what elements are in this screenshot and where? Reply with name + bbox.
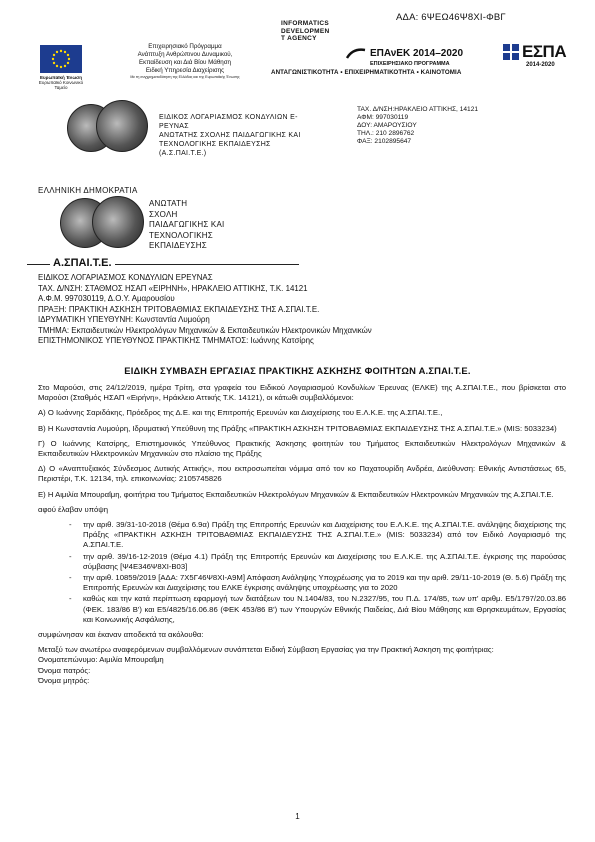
header-line: ΕΙΔΙΚΟΣ ΛΟΓΑΡΙΑΣΜΟΣ ΚΟΝΔΥΛΙΩΝ ΕΡΕΥΝΑΣ (38, 273, 213, 282)
epanek-mark-icon (345, 46, 367, 60)
contact-line: ΔΟΥ: ΑΜΑΡΟΥΣΙΟΥ (357, 122, 417, 129)
aspaite-title: Α.ΣΠΑΙ.Τ.Ε. (50, 257, 115, 269)
prog-line3: Εκπαίδευση και Διά Βίου Μάθηση (139, 59, 231, 66)
header-line: ΙΔΡΥΜΑΤΙΚΗ ΥΠΕΥΘΥΝΗ: Κωνσταντία Λυμούρη (38, 315, 210, 324)
account-line: ΕΙΔΙΚΟΣ ΛΟΓΑΡΙΑΣΜΟΣ ΚΟΝΔΥΛΙΩΝ Ε- (159, 114, 298, 121)
eu-flag-icon (40, 45, 82, 73)
contact-line: ΑΦΜ: 997030119 (357, 114, 409, 121)
account-line: ΡΕΥΝΑΣ (159, 123, 189, 130)
list-item: - την αριθ. 39/16-12-2019 (Θέμα 4.1) Πράξη της Επιτροπής Ερευνών και Διαχείρισης του Ε.Λ.Κ.Ε. της Α.ΣΠΑΙ.Τ.Ε. έγκρισης της παρούσας σύμβασης [Ψ4Ε346Ψ8ΧΙ-Β03] (83, 552, 566, 572)
header-line: ΤΑΧ. Δ/ΝΣΗ: ΣΤΑΘΜΟΣ ΗΣΑΠ «ΕΙΡΗΝΗ», ΗΡΑΚΛΕΙΟ ΑΤΤΙΚΗΣ, Τ.Κ. 14121 (38, 283, 308, 293)
it-agency-logo (281, 20, 341, 43)
student-name-line: Ονοματεπώνυμο: Αιμιλία Μπουραΐμη (38, 655, 164, 665)
header-line: ΕΠΙΣΤΗΜΟΝΙΚΟΣ ΥΠΕΥΘΥΝΟΣ ΠΡΑΚΤΙΚΗΣ ΤΜΗΜΑΤΟΣ: Ιωάννης Κατσίρης (38, 336, 314, 345)
espa-title: ΕΣΠΑ (522, 42, 567, 61)
header-line: ΤΜΗΜΑ: Εκπαιδευτικών Ηλεκτρολόγων Μηχανικών & Εκπαιδευτικών Ηλεκτρονικών Μηχανικών (38, 325, 372, 335)
party-c: Γ) Ο Ιωάννης Κατσίρης, Επιστημονικός Υπεύθυνος Πρακτικής Άσκησης φοιτητών του Τμήματος Εκπαιδευτικών Ηλεκτρολόγων Μηχανικών & Εκπαιδευτικών Ηλεκτρονικών Μηχανικών στο πλαίσιο της Πράξης (38, 438, 566, 459)
espa-flag-icon (503, 44, 519, 65)
mother-name-line: Όνομα μητρός: (38, 675, 90, 685)
aspaite-name-line: ΠΑΙΔΑΓΩΓΙΚΗΣ ΚΑΙ (149, 220, 225, 229)
it-line3: T AGENCY (281, 35, 317, 42)
it-line2: DEVELOPMEN (281, 27, 330, 35)
party-a: Α) Ο Ιωάννης Σαριδάκης, Πρόεδρος της Δ.Ε. και της Επιτροπής Ερευνών και Διαχείρισης του Ε.Λ.Κ.Ε. της Α.ΣΠΑΙ.Τ.Ε., (38, 408, 443, 418)
party-d: Δ) Ο «Αναπτυξιακός Σύνδεσμος Δυτικής Αττικής», που εκπροσωπείται νόμιμα από τον κο Παχατουρίδη Ανδρέα, Διεύθυνση: Εθνικής Αντιστάσεως 65, Περιστέρι, Τ.Κ. 12134, τηλ. επικοινωνίας: 2105745826 (38, 464, 566, 484)
it-line1: INFORMATICS (281, 20, 329, 27)
espa-years: 2014-2020 (526, 62, 555, 68)
header-line: ΠΡΑΞΗ: ΠΡΑΚΤΙΚΗ ΑΣΚΗΣΗ ΤΡΙΤΟΒΑΘΜΙΑΣ ΕΚΠΑΙΔΕΥΣΗΣ ΤΗΣ Α.ΣΠΑΙ.Τ.Ε. (38, 304, 320, 314)
aspaite-name-line: ΤΕΧΝΟΛΟΓΙΚΗΣ (149, 230, 213, 240)
aspaite-name-block (149, 199, 259, 252)
list-item: - την αριθ. 10859/2019 [ΑΔΑ: 7Χ5Γ46Ψ8ΧΙ-Α9Μ] Απόφαση Ανάληψης Υποχρέωσης για το 2019 και την αριθ. 29/11-10-2019 (Θ. 5.6) Πράξη της Επιτροπής Ερευνών και Διαχείρισης του ΕΛΚΕ έγκρισης ανάληψης υποχρέωσης για το 2020 (83, 573, 566, 593)
considerations-list (38, 520, 566, 625)
aspaite-seal-right (96, 100, 148, 152)
eu-caption (36, 75, 86, 90)
party-b: Β) Η Κωνσταντία Λυμούρη, Ιδρυματική Υπεύθυνη της Πράξης «ΠΡΑΚΤΙΚΗ ΑΣΚΗΣΗ ΤΡΙΤΟΒΑΘΜΙΑΣ ΕΚΠΑΙΔΕΥΣΗΣ ΤΗΣ Α.ΣΠΑΙ.Τ.Ε.» (MIS: 5033234) (38, 423, 557, 433)
header-info (38, 273, 558, 347)
contact-line: ΤΑΧ. Δ/ΝΣΗ:ΗΡΑΚΛΕΙΟ ΑΤΤΙΚΗΣ, 14121 (357, 106, 479, 113)
eu-caption-line2: Ευρωπαϊκό Κοινωνικό Ταμείο (38, 80, 84, 90)
prog-line4: Ειδική Υπηρεσία Διαχείρισης (145, 67, 225, 74)
contact-line: ΦΑΞ: 2102895647 (357, 138, 412, 145)
between-paragraph: Μεταξύ των ανωτέρω αναφερόμενων συμβαλλόμενων συνάπτεται Ειδική Σύμβαση Εργασίας για την Πρακτική Άσκηση της φοιτήτριας: (38, 645, 494, 655)
prog-line2: Ανάπτυξη Ανθρώπινου Δυναμικού, (137, 51, 233, 58)
account-line: ΑΝΩΤΑΤΗΣ ΣΧΟΛΗΣ ΠΑΙΔΑΓΩΓΙΚΗΣ ΚΑΙ (159, 132, 301, 139)
list-item: - καθώς και την κατά περίπτωση εφαρμογή των διατάξεων του Ν.1404/83, του Ν.2327/95, του Π.Δ. 174/85, των υπ' αριθμ. Ε5/1797/20.03.86 (ΦΕΚ. 183/86 Β') και Ε5/4825/16.06.86 (ΦΕΚ 453/86 Β') των Υπουργών Εθνικής Παιδείας, Διά Βίου Μάθησης και Θρησκευμάτων, Εργασίας και Κοινωνικής Ασφάλισης, (83, 594, 566, 625)
having-considered: αφού έλαβαν υπόψη (38, 504, 109, 514)
eu-caption-line1: Ευρωπαϊκή Ένωση (40, 75, 82, 80)
list-item: - την αριθ. 39/31-10-2018 (Θέμα 6.9α) Πράξη της Επιτροπής Ερευνών και Διαχείρισης του Ε.Λ.Κ.Ε. της Α.ΣΠΑΙ.Τ.Ε. ανάληψης διαχείρισης της Πράξης «ΠΡΑΚΤΙΚΗ ΑΣΚΗΣΗ ΤΡΙΤΟΒΑΘΜΙΑΣ ΕΚΠΑΙΔΕΥΣΗΣ ΤΗΣ Α.ΣΠΑΙ.Τ.Ε.» (MIS: 5033234) από τον Ειδικό Λογαριασμό της Α.ΣΠΑΙ.Τ.Ε. (83, 520, 566, 551)
prog-line5: Με τη συγχρηματοδότηση της Ελλάδας και της Ευρωπαϊκής Ένωσης (130, 75, 240, 79)
ada-code: ΑΔΑ: 6ΨΕΩ46Ψ8ΧΙ-ΦΒΓ (396, 12, 506, 23)
aspaite-seal-small-right (92, 196, 144, 248)
document-body (38, 383, 566, 686)
document-title: ΕΙΔΙΚΗ ΣΥΜΒΑΣΗ ΕΡΓΑΣΙΑΣ ΠΡΑΚΤΙΚΗΣ ΑΣΚΗΣΗΣ ΦΟΙΤΗΤΩΝ Α.ΣΠΑΙ.Τ.Ε. (124, 365, 471, 376)
epanek-title: ΕΠΑνΕΚ 2014–2020 (370, 48, 464, 59)
contact-line: ΤΗΛ.: 210 2896762 (357, 130, 415, 137)
party-e: Ε) Η Αιμιλία Μπουραΐμη, φοιτήτρια του Τμήματος Εκπαιδευτικών Ηλεκτρολόγων Μηχανικών & Εκπαιδευτικών Ηλεκτρονικών Μηχανικών της Α.ΣΠΑΙ.Τ.Ε. (38, 489, 554, 499)
intro-paragraph: Στο Μαρούσι, στις 24/12/2019, ημέρα Τρίτη, στα γραφεία του Ειδικού Λογαριασμού Κονδυλίων Έρευνας (ΕΛΚΕ) της Α.ΣΠΑΙ.Τ.Ε., που βρίσκεται στο Μαρούσι (Σταθμός ΗΣΑΠ «Ειρήνη», Ηράκλειο Αττικής Τ.Κ. 14121), οι κάτωθι συμβαλλόμενοι: (38, 383, 566, 403)
account-line: ΤΕΧΝΟΛΟΓΙΚΗΣ ΕΚΠΑΙΔΕΥΣΗΣ (159, 141, 271, 148)
contact-block (357, 106, 537, 146)
page-number: 1 (295, 812, 300, 821)
aspaite-name-line: ΣΧΟΛΗ (149, 209, 178, 219)
father-name-line: Όνομα πατρός: (38, 665, 91, 675)
header-line: Α.Φ.Μ. 997030119, Δ.Ο.Υ. Αμαρουσίου (38, 294, 175, 303)
account-line: (Α.Σ.ΠΑΙ.Τ.Ε.) (159, 150, 207, 157)
prog-line1: Επιχειρησιακό Πρόγραμμα (148, 43, 222, 50)
aspaite-name-line: ΕΚΠΑΙΔΕΥΣΗΣ (149, 241, 207, 250)
epanek-subtitle: ΕΠΙΧΕΙΡΗΣΙΑΚΟ ΠΡΟΓΡΑΜΜΑ (370, 61, 450, 67)
account-block (159, 113, 344, 158)
program-logo-text (110, 43, 260, 80)
agreed-paragraph: συμφώνησαν και έκαναν αποδεκτά τα ακόλουθα: (38, 630, 204, 640)
aspaite-name-line: ΑΝΩΤΑΤΗ (149, 199, 188, 208)
antagonistikotita-line: ΑΝΤΑΓΩΝΙΣΤΙΚΟΤΗΤΑ • ΕΠΙΧΕΙΡΗΜΑΤΙΚΟΤΗΤΑ • ΚΑΙΝΟΤΟΜΙΑ (271, 69, 462, 76)
hellenic-republic: ΕΛΛΗΝΙΚΗ ΔΗΜΟΚΡΑΤΙΑ (38, 186, 138, 195)
